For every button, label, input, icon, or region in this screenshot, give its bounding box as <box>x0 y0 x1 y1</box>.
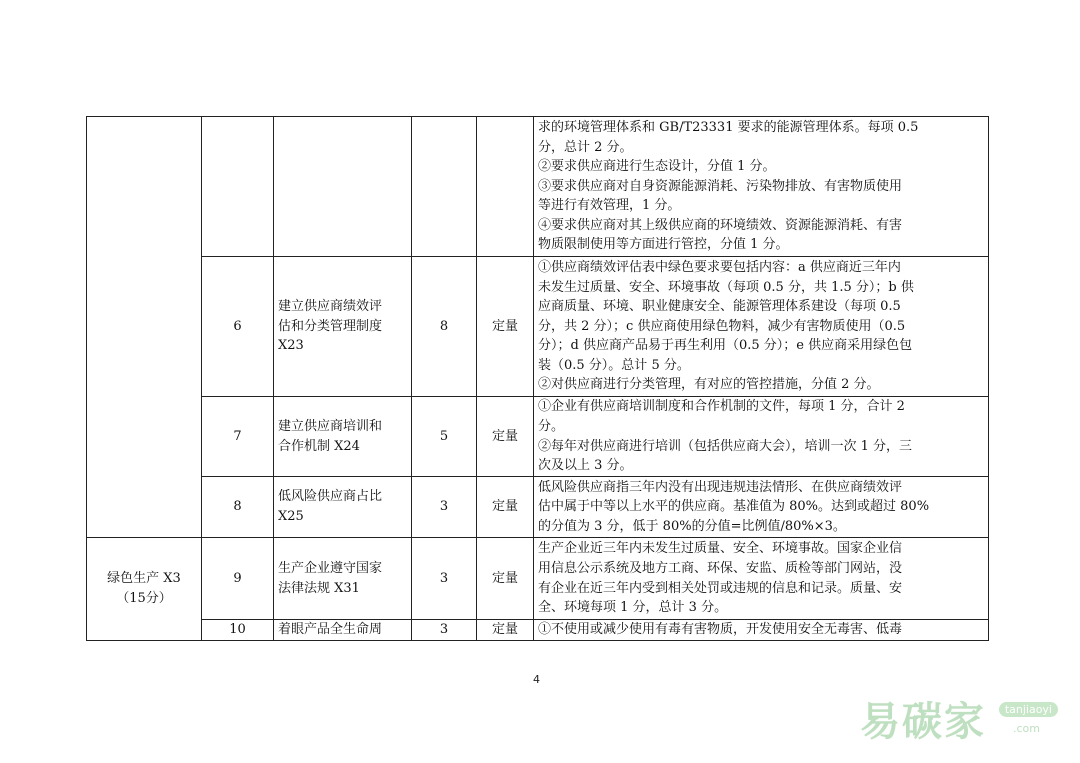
watermark-brand: 易碳家 <box>860 699 986 745</box>
indicator-cell <box>274 397 412 477</box>
table-row <box>87 257 989 397</box>
indicator-line: 法律法规 X31 <box>278 580 360 596</box>
score-cell: 8 <box>412 257 477 397</box>
indicator-cell <box>274 477 412 538</box>
description-line: ②要求供应商进行生态设计，分值 1 分。 <box>538 159 776 175</box>
table-row <box>87 477 989 538</box>
category-cell <box>87 538 202 641</box>
table-row <box>87 117 989 257</box>
indicator-line: X23 <box>278 338 304 354</box>
row-number: 6 <box>202 257 274 397</box>
description-line: ②每年对供应商进行培训（包括供应商大会），培训一次 1 分，三 <box>538 438 913 454</box>
indicator-line: 建立供应商绩效评 <box>278 299 383 315</box>
description-line: 物质限制使用等方面进行管控，分值 1 分。 <box>538 237 789 253</box>
evaluation-table <box>86 116 989 641</box>
type-cell: 定量 <box>477 620 534 641</box>
watermark-logo <box>860 690 1070 760</box>
description-cell <box>534 257 989 397</box>
type-cell: 定量 <box>477 477 534 538</box>
score-cell: 3 <box>412 477 477 538</box>
description-line: ②对供应商进行分类管理，有对应的管控措施，分值 2 分。 <box>538 377 880 393</box>
row-number: 9 <box>202 538 274 620</box>
description-line: 分。 <box>538 418 565 434</box>
table-row <box>87 397 989 477</box>
table-row <box>87 620 989 641</box>
description-cell <box>534 538 989 620</box>
description-line: 的分值为 3 分，低于 80%的分值=比例值/80%×3。 <box>538 518 846 534</box>
description-line: ①企业有供应商培训制度和合作机制的文件，每项 1 分，合计 2 <box>538 399 905 415</box>
description-cell <box>534 397 989 477</box>
indicator-cell <box>274 117 412 257</box>
type-cell: 定量 <box>477 538 534 620</box>
type-cell <box>477 117 534 257</box>
description-line: 分）；d 供应商产品易于再生利用（0.5 分）；e 供应商采用绿色包 <box>538 338 913 354</box>
row-number: 8 <box>202 477 274 538</box>
description-line: ①供应商绩效评估表中绿色要求要包括内容：a 供应商近三年内 <box>538 259 901 275</box>
description-cell <box>534 117 989 257</box>
indicator-line: 着眼产品全生命周 <box>278 622 383 638</box>
category-label: 绿色生产 X3 <box>107 571 181 587</box>
indicator-line: 合作机制 X24 <box>278 438 360 454</box>
indicator-line: 低风险供应商占比 <box>278 489 383 505</box>
description-line: 次及以上 3 分。 <box>538 458 633 474</box>
page-number: 4 <box>533 673 540 686</box>
description-line: 估中属于中等以上水平的供应商。基准值为 80%。达到或超过 80% <box>538 499 930 515</box>
description-line: 装（0.5 分）。总计 5 分。 <box>538 357 690 373</box>
score-cell: 5 <box>412 397 477 477</box>
description-line: 用信息公示系统及地方工商、环保、安监、质检等部门网站，没 <box>538 560 903 576</box>
description-line: 全、环境每项 1 分，总计 3 分。 <box>538 600 728 616</box>
indicator-cell <box>274 257 412 397</box>
indicator-line: 估和分类管理制度 <box>278 318 383 334</box>
score-cell: 3 <box>412 538 477 620</box>
description-line: ③要求供应商对自身资源能源消耗、污染物排放、有害物质使用 <box>538 178 903 194</box>
description-line: 应商质量、环境、职业健康安全、能源管理体系建设（每项 0.5 <box>538 299 901 315</box>
description-line: 未发生过质量、安全、环境事故（每项 0.5 分，共 1.5 分）；b 供 <box>538 279 914 295</box>
description-line: 低风险供应商指三年内没有出现违规违法情形、在供应商绩效评 <box>538 479 903 495</box>
indicator-line: X25 <box>278 509 304 524</box>
score-cell <box>412 117 477 257</box>
description-line: 分，共 2 分）；c 供应商使用绿色物料，减少有害物质使用（0.5 <box>538 318 906 334</box>
description-line: 分，总计 2 分。 <box>538 139 633 155</box>
description-cell <box>534 620 989 641</box>
category-score: （15分） <box>116 591 172 606</box>
description-line: ④要求供应商对其上级供应商的环境绩效、资源能源消耗、有害 <box>538 217 903 233</box>
description-line: ①不使用或减少使用有毒有害物质，开发使用安全无毒害、低毒 <box>538 622 903 638</box>
row-number: 10 <box>202 620 274 641</box>
type-cell: 定量 <box>477 257 534 397</box>
category-cell-blank <box>87 117 202 538</box>
watermark-suffix: .com <box>1013 722 1040 735</box>
indicator-cell <box>274 538 412 620</box>
description-line: 求的环境管理体系和 GB/T23331 要求的能源管理体系。每项 0.5 <box>538 119 919 135</box>
row-number <box>202 117 274 257</box>
description-line: 等进行有效管理，1 分。 <box>538 198 681 214</box>
indicator-line: 建立供应商培训和 <box>278 418 383 434</box>
description-line: 生产企业近三年内未发生过质量、安全、环境事故。国家企业信 <box>538 541 903 557</box>
type-cell: 定量 <box>477 397 534 477</box>
watermark-url: tanjiaoyi <box>999 702 1058 717</box>
table-row <box>87 538 989 620</box>
indicator-line: 生产企业遵守国家 <box>278 560 383 576</box>
indicator-cell <box>274 620 412 641</box>
row-number: 7 <box>202 397 274 477</box>
description-cell <box>534 477 989 538</box>
score-cell: 3 <box>412 620 477 641</box>
description-line: 有企业在近三年内受到相关处罚或违规的信息和记录。质量、安 <box>538 580 903 596</box>
